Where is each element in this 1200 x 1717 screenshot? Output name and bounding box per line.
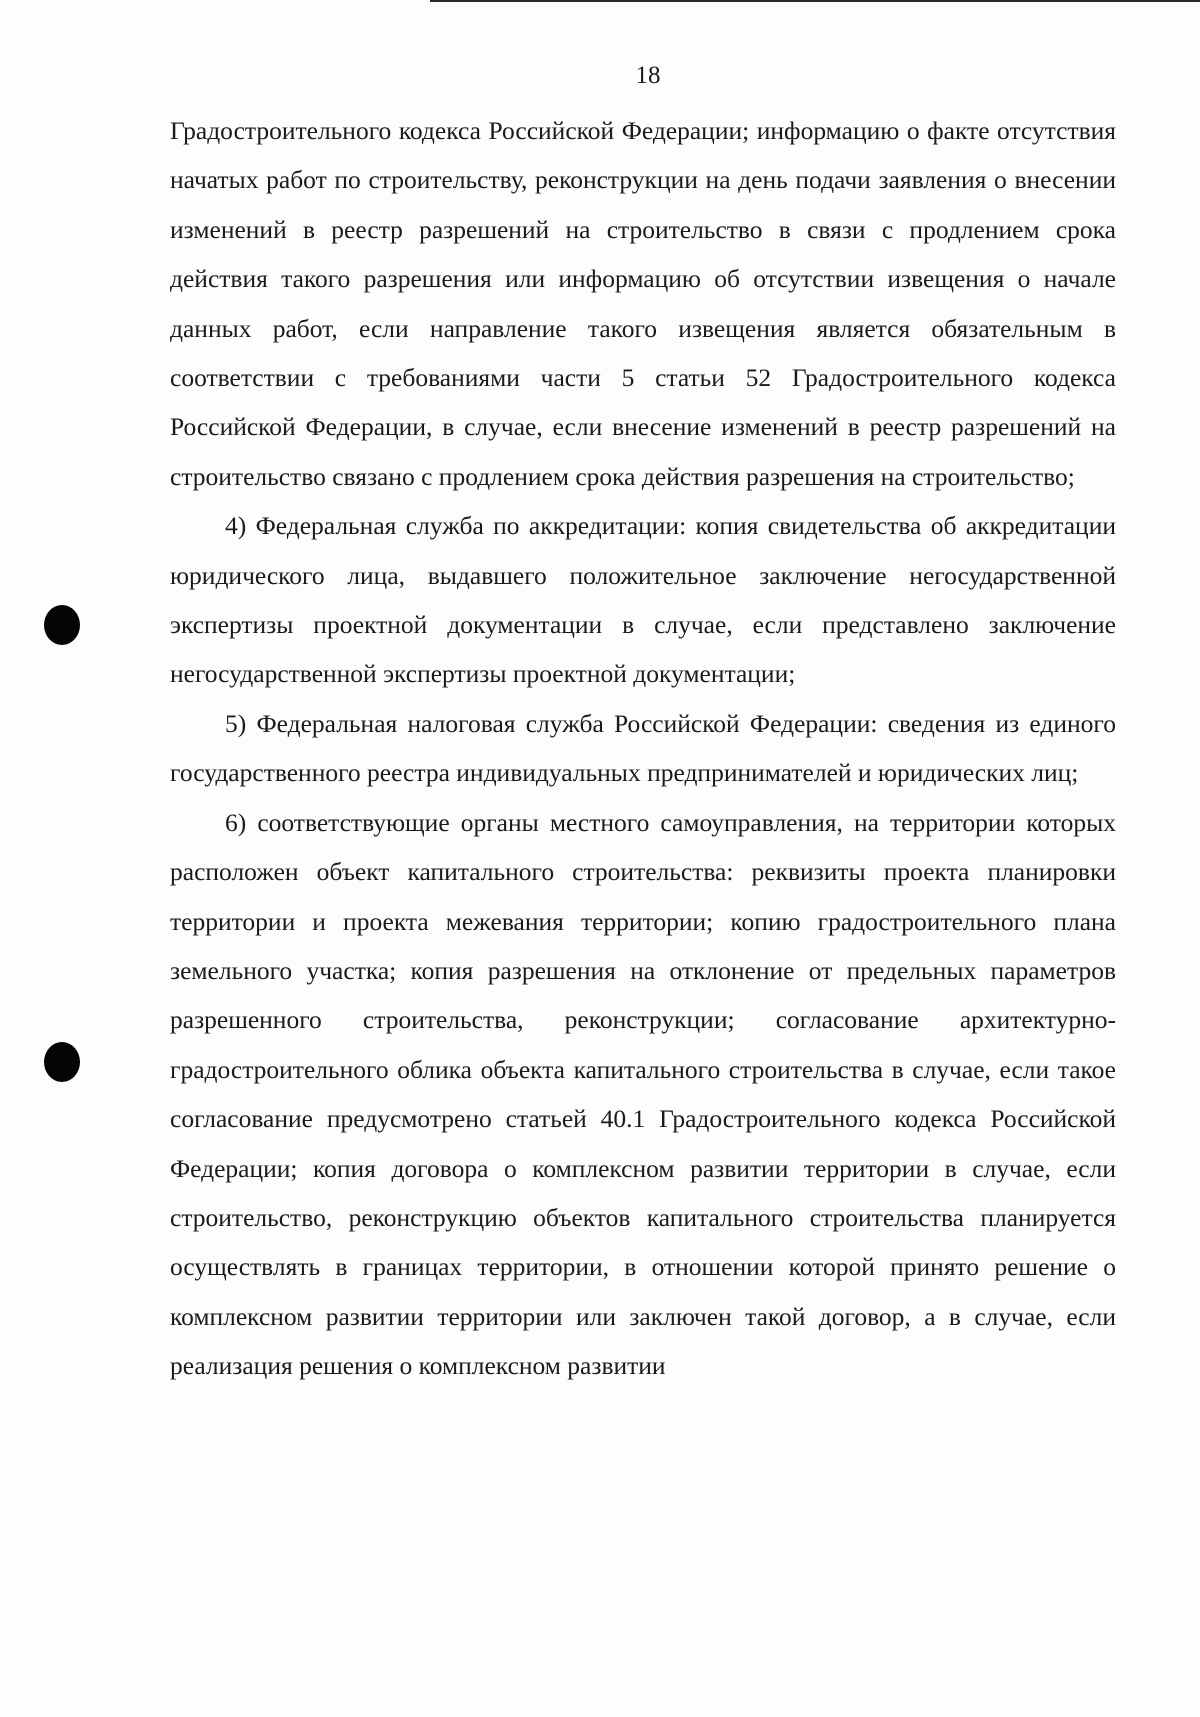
paragraph-item-4: 4) Федеральная служба по аккредитации: копия свидетельства об аккредитации юридического лица, выдавшего положительное заключение негосударственной экспертизы проектной документации в случае, если представлено заключение негосударственной экспертизы проектной документации;	[170, 511, 1116, 689]
punch-hole-mark	[44, 605, 80, 645]
paragraph-continuation: Градостроительного кодекса Российской Федерации; информацию о факте отсутствия начатых работ по строительству, реконструкции на день подачи заявления о внесении изменений в реестр разрешений на строительство в связи с продлением срока действия такого разрешения или информацию об отсутствии извещения о начале данных работ, если направление такого извещения является обязательным в соответствии с требованиями части 5 статьи 52 Градостроительного кодекса Российской Федерации, в случае, если внесение изменений в реестр разрешений на строительство связано с продлением срока действия разрешения на строительство;	[170, 116, 1116, 491]
paragraph-item-5: 5) Федеральная налоговая служба Российской Федерации: сведения из единого государственного реестра индивидуальных предпринимателей и юридических лиц;	[170, 708, 1116, 788]
page-number: 18	[635, 62, 661, 89]
page-top-edge	[430, 0, 1200, 2]
document-body	[170, 106, 1116, 1391]
paragraph-item-6: 6) соответствующие органы местного самоуправления, на территории которых расположен объект капитального строительства: реквизиты проекта планировки территории и проекта межевания территории; копию градостроительного плана земельного участка; копия разрешения на отклонение от предельных параметров разрешенного строительства, реконструкции; согласование архитектурно-градостроительного облика объекта капитального строительства в случае, если такое согласование предусмотрено статьей 40.1 Градостроительного кодекса Российской Федерации; копия договора о комплексном развитии территории в случае, если строительство, реконструкцию объектов капитального строительства планируется осуществлять в границах территории, в отношении которой принято решение о комплексном развитии территории или заключен такой договор, а в случае, если реализация решения о комплексном развитии	[170, 807, 1116, 1381]
punch-hole-mark	[44, 1042, 80, 1082]
